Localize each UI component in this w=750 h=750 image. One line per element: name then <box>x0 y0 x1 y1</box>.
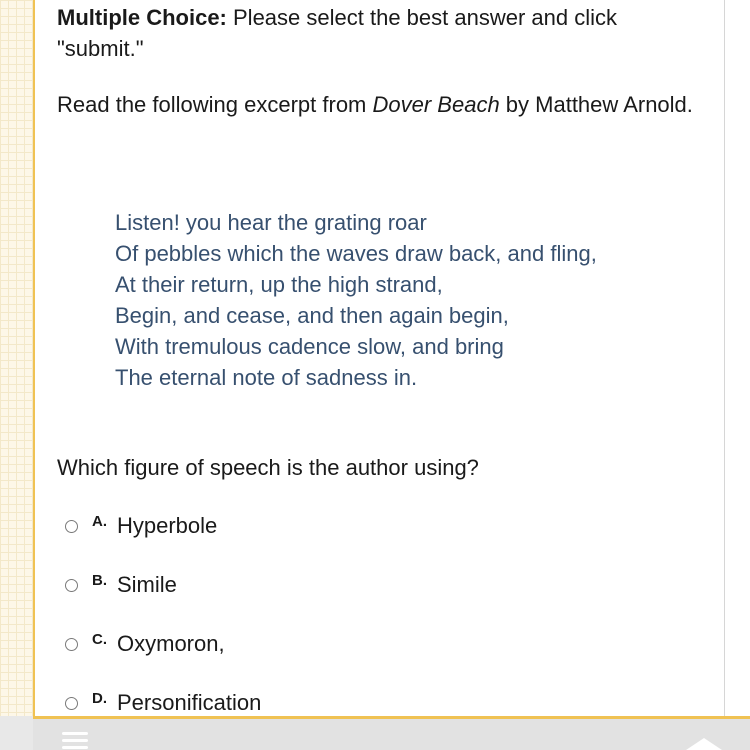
poem-line: Listen! you hear the grating roar <box>115 210 427 235</box>
excerpt-intro <box>57 89 697 120</box>
instructions-text: Please select the best answer and click "submit." <box>57 5 617 61</box>
poem-line: Begin, and cease, and then again begin, <box>115 303 509 328</box>
poem-line: Of pebbles which the waves draw back, and fling, <box>115 241 597 266</box>
intro-after: by Matthew Arnold. <box>499 92 693 117</box>
option-label: Hyperbole <box>117 513 218 538</box>
option-a[interactable] <box>65 510 625 542</box>
option-letter: D. <box>92 689 107 707</box>
poem-line: With tremulous cadence slow, and bring <box>115 334 504 359</box>
right-divider <box>724 0 725 720</box>
bottom-toolbar <box>33 716 750 750</box>
poem-excerpt <box>115 207 635 393</box>
radio-button[interactable] <box>65 520 78 533</box>
radio-button[interactable] <box>65 638 78 651</box>
instructions <box>57 2 697 64</box>
left-accent-border <box>33 0 35 720</box>
option-label: Personification <box>117 690 262 715</box>
option-label: Simile <box>117 572 177 597</box>
option-d[interactable] <box>65 687 625 719</box>
option-letter: C. <box>92 630 107 648</box>
question-text: Which figure of speech is the author using? <box>57 455 479 480</box>
option-c[interactable] <box>65 628 625 660</box>
back-arrow-icon[interactable] <box>684 734 724 750</box>
poem-line: The eternal note of sadness in. <box>115 365 418 390</box>
radio-button[interactable] <box>65 579 78 592</box>
left-grid-strip <box>0 0 33 720</box>
poem-title: Dover Beach <box>372 92 500 117</box>
menu-icon[interactable] <box>58 728 92 750</box>
poem-line: At their return, up the high strand, <box>115 272 443 297</box>
option-letter: A. <box>92 512 107 530</box>
option-letter: B. <box>92 571 107 589</box>
bottom-bar-corner <box>0 716 35 750</box>
instructions-label: Multiple Choice: <box>57 5 227 30</box>
option-label: Oxymoron, <box>117 631 225 656</box>
option-b[interactable] <box>65 569 625 601</box>
intro-before: Read the following excerpt from <box>57 92 373 117</box>
radio-button[interactable] <box>65 697 78 710</box>
